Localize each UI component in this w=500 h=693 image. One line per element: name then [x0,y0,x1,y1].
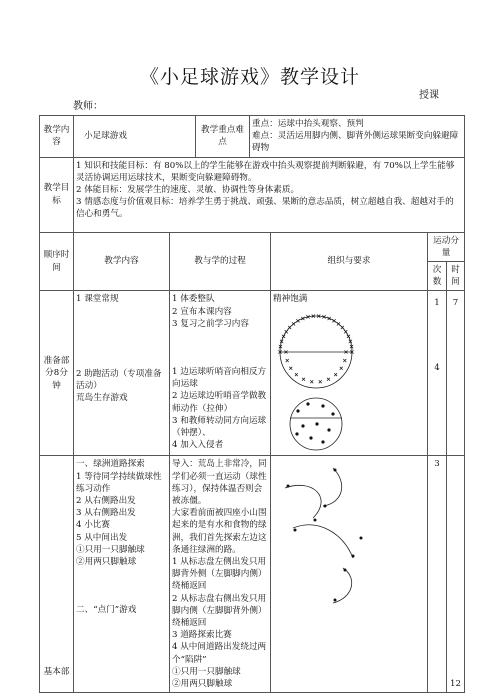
basic-time-1: 12 [450,679,461,690]
basic-process-line: ①只用一只脚触球 [172,666,241,677]
document-title: 《小足球游戏》教学设计 [139,66,360,88]
ball-mark [327,428,330,431]
player-x-mark [310,380,313,383]
header-org: 组织与要求 [271,232,428,291]
player-x-mark [341,326,344,329]
basic-content [74,456,170,693]
ball-mark [301,424,304,427]
prep-times [428,291,447,456]
prep-process-line: 3 和教师转动同方向运球（钟摆）、 [172,415,267,439]
prep-time [447,291,465,456]
route-path [333,568,352,603]
prep-process-line: 4 加入入侵者 [172,440,224,451]
player-x-mark [285,330,288,333]
difficult-point: 难点：灵活运用脚内侧、脚背外侧运球果断变向躲避障碍物 [252,131,459,154]
content-label: 教学内容 [40,116,74,158]
player-x-mark [282,334,285,337]
prep-process-line: 2 边运球边听哨音学做教师动作（拉伸） [172,391,267,414]
cone-mark [287,485,290,488]
cone-mark [360,537,363,540]
cone-mark [314,519,317,522]
player-x-mark [343,359,346,362]
player-x-mark [332,319,335,322]
prep-content-line: 2 助跑活动（专项准备活动） [76,368,162,391]
cone-marks [287,469,363,602]
basic-process-line: 1 从标志盘左侧出发只用脚背外侧（左脚脚内侧）绕桶返回 [172,557,267,592]
ball-mark [306,402,309,405]
basic-process-line: 3 道路探索比赛 [172,630,232,641]
player-x-mark [344,330,347,333]
prep-org-label: 精神饱满 [273,294,308,305]
basic-content-line: ②用两只脚触球 [76,557,137,568]
ball-mark [295,432,298,435]
basic-process-line: 2 从标志盘右侧出发只用脚内侧（左脚脚背外侧）绕桶返回 [172,593,267,629]
prep-content-line: 1 课堂常规 [76,294,119,305]
prep-org [271,291,428,456]
player-x-mark [302,377,305,380]
player-x-mark [292,322,295,325]
cone-mark [324,505,327,508]
prep-process-line: 3 复习之前学习内容 [172,318,249,329]
player-x-mark [340,366,343,369]
player-x-mark [295,373,298,376]
route-path [293,525,353,558]
cone-mark [294,529,297,532]
route-path [323,468,342,506]
basic-process-line: ②用两只脚触球 [172,679,233,690]
keypoints-cell [250,116,465,158]
player-x-mark [337,322,340,325]
basic-content-line: 2 从右侧路出发 [76,496,136,507]
goal-item: 3 情感态度与价值观目标：培养学生勇于挑战、顽强、果断的意志品质，树立超越自我、超越对手的信心和勇气。 [76,197,454,220]
ball-marks [295,402,334,443]
basic-times [428,456,447,693]
basic-content-line: 1 等待同学持续做球性练习动作 [76,471,162,494]
player-x-mark [327,377,330,380]
prep-process-line: 2 宣布本课内容 [172,306,232,317]
header-process: 教与学的过程 [170,232,271,291]
formation-diagram [273,306,373,451]
basic-process-line: 4 从中间道路出发绕过两个“陷阱” [172,642,267,665]
prep-process-line: 1 边运球听哨音向相反方向运球 [172,367,267,390]
cone-mark [352,555,355,558]
prep-label: 准备部分8分钟 [40,291,74,456]
basic-process-line: 大家看前面被四座小山围起来的是有水和食物的绿洲，我们首先探索左边这条通往绿洲的路。 [172,508,267,555]
basic-times-1: 3 [434,459,440,470]
basic-process [170,456,271,693]
goal-item: 2 体能目标：发展学生的速度、灵敏、协调性等身体素质。 [76,185,300,196]
ball-mark [331,412,334,415]
prep-content [74,291,170,456]
player-x-mark [289,366,292,369]
header-load: 运动分量 [428,232,465,261]
cone-mark [334,469,337,472]
keypoints-label: 教学重点难点 [196,116,250,158]
basic-content-line: 5 从中间出发 [76,532,128,543]
header-times: 次数 [428,262,447,291]
ball-mark [309,436,312,439]
player-marks [278,314,353,383]
route-path [285,486,321,519]
basic-process-line: 导入：荒岛上非常冷，同学们必须一直运动（球性练习），保持体温否则会被冻僵。 [172,459,267,507]
goal-item: 1 知识和技能目标：有 80%以上的学生能够在游戏中抬头观察提前判断躲避，有 70%以上学生能够灵活协调运用运球技术，果断变向躲避障碍物。 [76,160,455,183]
player-x-mark [319,380,322,383]
basic-org [271,456,428,693]
prep-process-line: 1 体委整队 [172,294,215,305]
header-content: 教学内容 [74,232,170,291]
cone-mark [334,599,337,602]
player-x-mark [334,373,337,376]
basic-time [447,456,465,693]
prep-time-1: 7 [452,298,459,309]
ball-mark [321,404,324,407]
auth-label: 授课 [419,90,439,101]
basic-label: 基本部 [40,456,74,693]
header-duration: 时间 [447,262,465,291]
ball-mark [315,422,318,425]
header-order: 顺序时间 [40,232,74,291]
player-x-mark [347,334,350,337]
content-value: 小足球游戏 [74,116,196,158]
ball-mark [321,440,324,443]
prep-times-2: 4 [434,362,440,373]
goals-cell [74,157,465,232]
cone-mark [344,569,347,572]
basic-content-line: 4 小比赛 [76,520,110,531]
prep-process [170,291,271,456]
goals-label: 教学目标 [40,157,74,232]
basic-content-line: 一、绿洲道路探索 [76,459,145,470]
route-diagram [273,458,373,608]
ball-mark [296,409,299,412]
player-x-mark [296,319,299,322]
basic-content-line: 3 从右侧路出发 [76,508,136,519]
teacher-label: 教师： [73,101,103,112]
prep-content-line: 荒岛生存游戏 [76,393,128,404]
prep-times-1: 1 [434,298,440,309]
player-x-mark [288,326,291,329]
basic-content-line: 二、“点门”游戏 [76,605,137,616]
key-point: 重点：运球中抬头观察、预判 [252,119,364,129]
lesson-plan-table [39,115,465,693]
basic-content-line: ①只用一只脚触球 [76,544,145,555]
player-x-mark [286,359,289,362]
